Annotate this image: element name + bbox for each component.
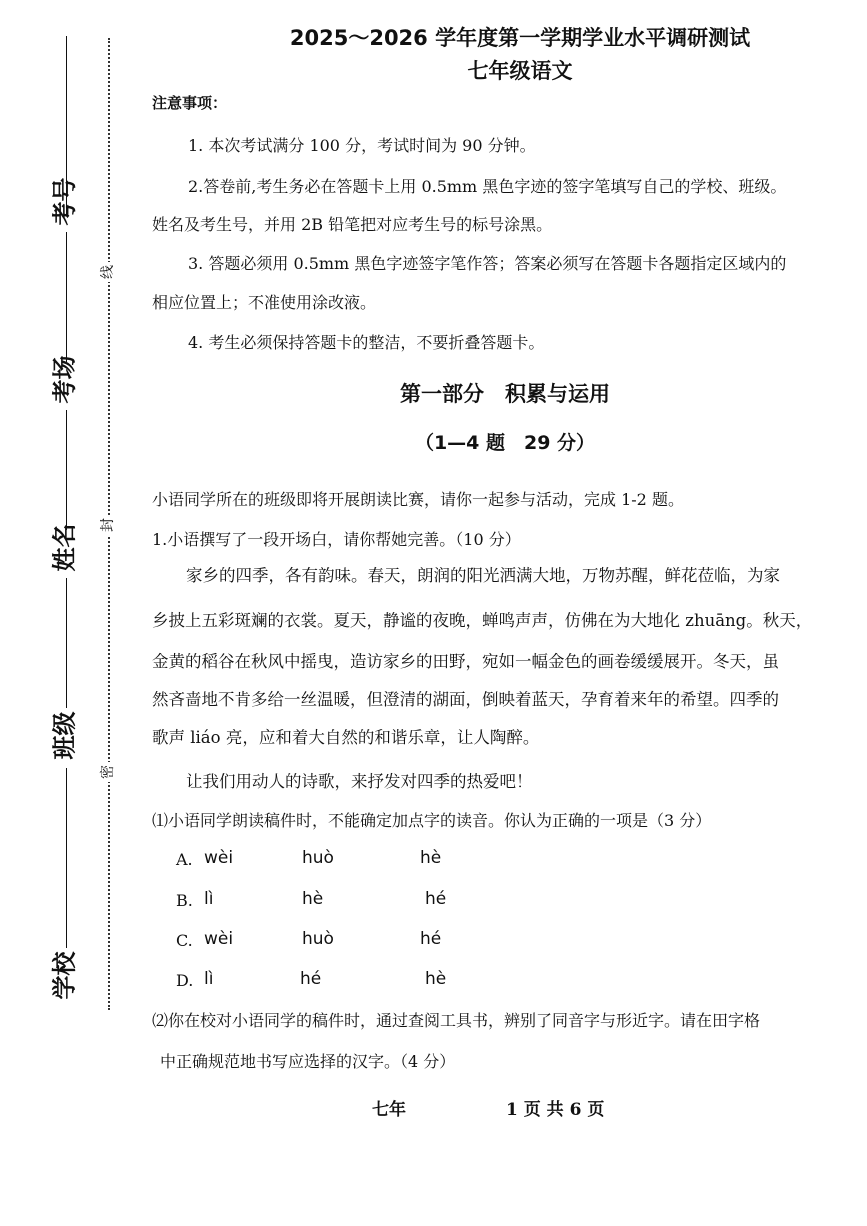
option-letter: B. — [176, 891, 193, 910]
seal-char-line: 线 — [98, 262, 118, 282]
sub-question-1: ⑴小语同学朗读稿件时，不能确定加点字的读音。你认为正确的一项是（3 分） — [152, 811, 712, 830]
passage-line-6: 让我们用动人的诗歌，来抒发对四季的热爱吧！ — [186, 772, 533, 791]
notice-item-3-cont: 相应位置上；不准使用涂改液。 — [152, 293, 377, 312]
footer-page-number: 1 页 共 6 页 — [506, 1100, 605, 1120]
option-pinyin: hé — [420, 929, 442, 949]
option-pinyin: wèi — [204, 848, 234, 868]
passage-line-3: 金黄的稻谷在秋风中摇曳，造访家乡的田野，宛如一幅金色的画卷缓缓展开。冬天，虽 — [152, 652, 779, 671]
notice-item-4: 4. 考生必须保持答题卡的整洁，不要折叠答题卡。 — [188, 333, 545, 352]
question-1: 1.小语撰写了一段开场白，请你帮她完善。（10 分） — [152, 530, 521, 549]
binding-line — [66, 232, 67, 362]
option-pinyin: hé — [425, 889, 447, 909]
label-exam-number: 考号 — [50, 177, 79, 226]
binding-line — [66, 768, 67, 948]
notice-item-1: 1. 本次考试满分 100 分，考试时间为 90 分钟。 — [188, 136, 536, 155]
exam-title: 2025～2026 学年度第一学期学业水平调研测试 — [289, 26, 751, 50]
passage-line-5: 歌声 liáo 亮，应和着大自然的和谐乐章，让人陶醉。 — [152, 728, 540, 747]
option-pinyin: lì — [204, 889, 214, 909]
passage-line-2: 乡披上五彩斑斓的衣裳。夏天，静谧的夜晚，蝉鸣声声，仿佛在为大地化 zhuāng。秋天， — [152, 611, 813, 630]
option-pinyin: huò — [302, 848, 334, 868]
sub-question-2-cont: 中正确规范地书写应选择的汉字。（4 分） — [160, 1052, 456, 1071]
sub-question-2: ⑵你在校对小语同学的稿件时，通过查阅工具书，辨别了同音字与形近字。请在田字格 — [152, 1011, 761, 1030]
binding-line — [66, 578, 67, 708]
intro-text: 小语同学所在的班级即将开展朗读比赛，请你一起参与活动，完成 1-2 题。 — [152, 490, 684, 509]
section-title: 第一部分 积累与运用 — [400, 382, 610, 406]
option-pinyin: huò — [302, 929, 334, 949]
passage-line-4: 然吝啬地不肯多给一丝温暖，但澄清的湖面，倒映着蓝天，孕育着来年的希望。四季的 — [152, 690, 779, 709]
notice-item-2-cont: 姓名及考生号，并用 2B 铅笔把对应考生号的标号涂黑。 — [152, 215, 553, 234]
option-letter: C. — [176, 931, 193, 950]
exam-subtitle: 七年级语文 — [467, 59, 573, 83]
notice-heading: 注意事项： — [152, 94, 228, 112]
option-pinyin: hè — [425, 969, 447, 989]
option-pinyin: hé — [300, 969, 322, 989]
passage-line-1: 家乡的四季，各有韵味。春天，朗润的阳光洒满大地，万物苏醒，鲜花莅临，为家 — [186, 566, 780, 585]
section-range: （1—4 题 29 分） — [414, 432, 596, 454]
footer-grade: 七年 — [372, 1100, 406, 1120]
seal-char-secret: 密 — [98, 762, 118, 782]
notice-item-3: 3. 答题必须用 0.5mm 黑色字迹签字笔作答；答案必须写在答题卡各题指定区域内的 — [188, 254, 787, 273]
option-pinyin: hè — [420, 848, 442, 868]
seal-char-seal: 封 — [98, 515, 118, 535]
label-school: 学校 — [50, 951, 79, 1000]
option-letter: D. — [176, 971, 194, 990]
label-exam-room: 考场 — [50, 355, 79, 404]
label-name: 姓名 — [50, 523, 79, 572]
option-pinyin: hè — [302, 889, 324, 909]
notice-item-2: 2.答卷前,考生务必在答题卡上用 0.5mm 黑色字迹的签字笔填写自己的学校、班级。 — [188, 177, 787, 196]
option-letter: A. — [176, 850, 193, 869]
binding-line — [66, 410, 67, 530]
label-class: 班级 — [50, 711, 79, 760]
option-pinyin: wèi — [204, 929, 234, 949]
option-pinyin: lì — [204, 969, 214, 989]
